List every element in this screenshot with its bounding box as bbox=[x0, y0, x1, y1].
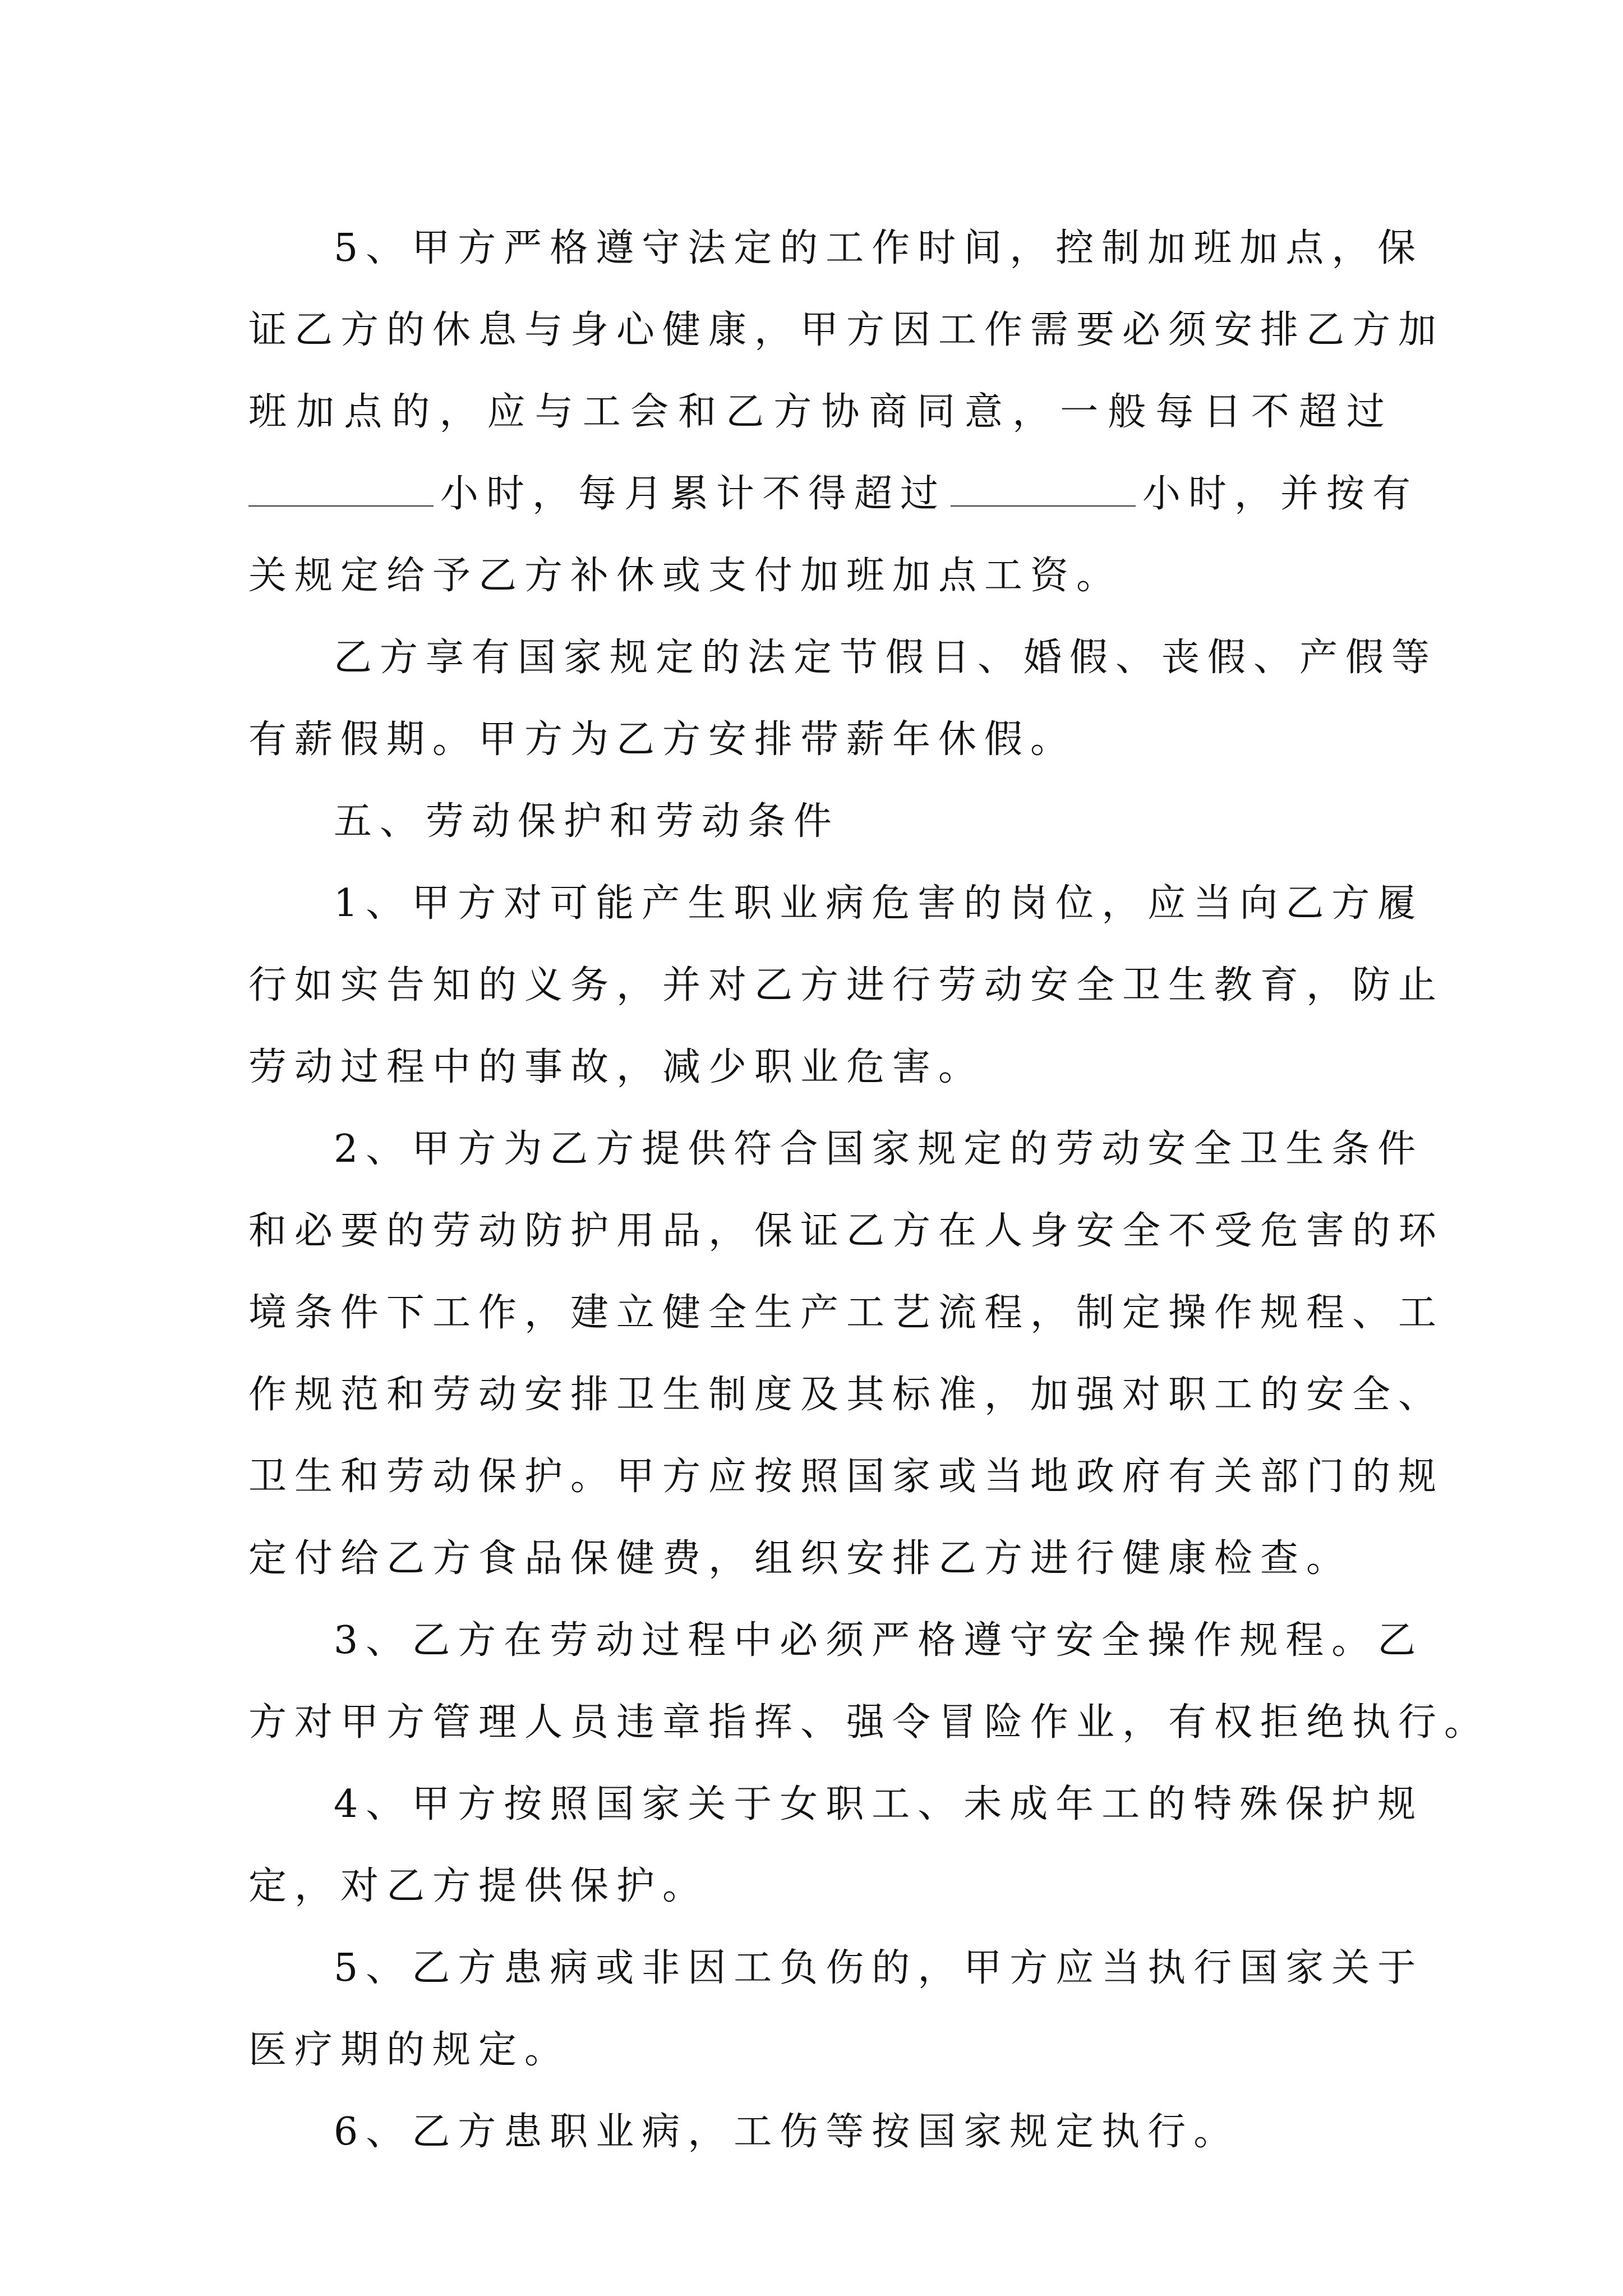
paragraph-line: 有薪假期。甲方为乙方安排带薪年休假。 bbox=[248, 717, 1077, 762]
paragraph-line: 1、甲方对可能产生职业病危害的岗位，应当向乙方履 bbox=[334, 881, 1424, 926]
paragraph-line: 班加点的，应与工会和乙方协商同意，一般每日不超过 bbox=[248, 390, 1393, 434]
paragraph-line: 6、乙方患职业病，工伤等按国家规定执行。 bbox=[334, 2110, 1240, 2154]
section-heading: 五、劳动保护和劳动条件 bbox=[334, 799, 840, 844]
fill-in-blank[interactable] bbox=[951, 472, 1136, 507]
paragraph-line: 3、乙方在劳动过程中必须严格遵守安全操作规程。乙 bbox=[334, 1618, 1424, 1663]
fill-in-text: 小时，并按有 bbox=[1142, 472, 1419, 516]
paragraph-line: 乙方享有国家规定的法定节假日、婚假、丧假、产假等 bbox=[334, 636, 1438, 680]
paragraph-line: 4、甲方按照国家关于女职工、未成年工的特殊保护规 bbox=[334, 1782, 1424, 1826]
paragraph-line: 方对甲方管理人员违章指挥、强令冒险作业，有权拒绝执行。 bbox=[248, 1700, 1491, 1745]
paragraph-line: 5、乙方患病或非因工负伤的，甲方应当执行国家关于 bbox=[334, 1946, 1424, 1990]
paragraph-line: 医疗期的规定。 bbox=[248, 2028, 571, 2072]
paragraph-line: 劳动过程中的事故，减少职业危害。 bbox=[248, 1045, 985, 1089]
fill-in-blank[interactable] bbox=[248, 472, 434, 507]
paragraph-line: 作规范和劳动安排卫生制度及其标准，加强对职工的安全、 bbox=[248, 1373, 1445, 1417]
paragraph-line: 境条件下工作，建立健全生产工艺流程，制定操作规程、工 bbox=[248, 1291, 1445, 1335]
paragraph-line: 定付给乙方食品保健费，组织安排乙方进行健康检查。 bbox=[248, 1536, 1353, 1581]
fill-in-text: 小时，每月累计不得超过 bbox=[440, 472, 947, 516]
paragraph-line: 卫生和劳动保护。甲方应按照国家或当地政府有关部门的规 bbox=[248, 1455, 1445, 1499]
paragraph-line: 5、甲方严格遵守法定的工作时间，控制加班加点，保 bbox=[334, 226, 1424, 270]
paragraph-line: 行如实告知的义务，并对乙方进行劳动安全卫生教育，防止 bbox=[248, 963, 1445, 1007]
paragraph-line: 2、甲方为乙方提供符合国家规定的劳动安全卫生条件 bbox=[334, 1127, 1424, 1171]
paragraph-line: 和必要的劳动防护用品，保证乙方在人身安全不受危害的环 bbox=[248, 1209, 1445, 1253]
paragraph-line: 证乙方的休息与身心健康，甲方因工作需要必须安排乙方加 bbox=[248, 308, 1445, 352]
fill-in-line bbox=[248, 453, 1419, 535]
paragraph-line: 关规定给予乙方补休或支付加班加点工资。 bbox=[248, 554, 1123, 598]
paragraph-line: 定，对乙方提供保护。 bbox=[248, 1864, 709, 1908]
document-body bbox=[248, 208, 1491, 2173]
